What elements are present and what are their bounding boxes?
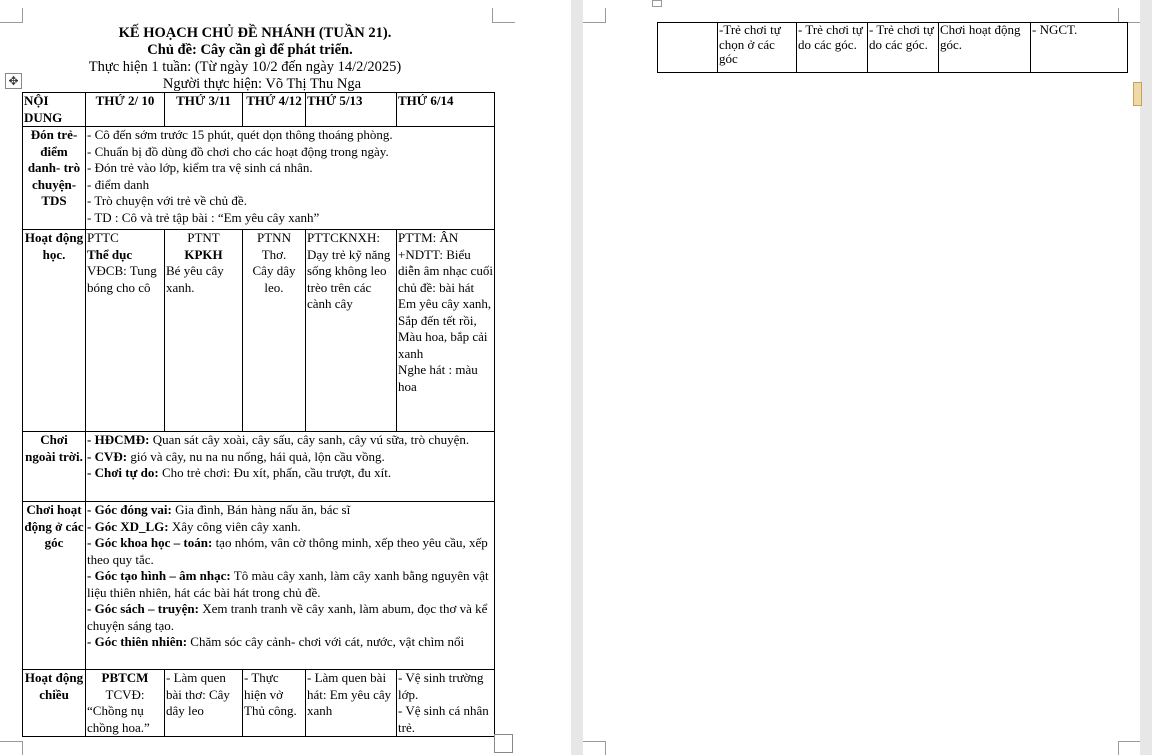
table-resize-handle[interactable] — [494, 734, 513, 753]
afternoon-wed: - Thực hiện vở Thủ công. — [243, 670, 306, 737]
plan-teacher: Người thực hiện: Võ Thị Thu Nga — [162, 76, 362, 92]
list-item: - Góc tạo hình – âm nhạc: Tô màu cây xanh, làm cây xanh bằng nguyên vật liệu thiên nhiên, hát các bài hát trong chủ đề. — [87, 568, 489, 600]
learning-fri: PTTM: ÂN +NDTT: Biểu diễn âm nhạc cuối chủ đề: bài hát Em yêu cây xanh, Sắp đến tết rồi, Màu hoa, bắp cải xanh Nghe hát : màu hoa — [397, 230, 495, 432]
table-row — [23, 670, 495, 737]
list-item: - Trò chuyện với trẻ về chủ đề. — [87, 193, 247, 208]
document-page-2 — [583, 0, 1140, 755]
list-item: - Góc XD_LG: Xây công viên cây xanh. — [87, 518, 301, 534]
continuation-cell — [658, 23, 718, 73]
list-item: - Góc khoa học – toán: tạo nhóm, vân cờ thông minh, xếp theo yêu cầu, xếp theo quy tắc. — [87, 535, 488, 567]
learning-thu: PTTCKNXH: Dạy trẻ kỹ năng sống không leo trèo trên các cành cây — [306, 230, 397, 432]
crop-mark — [492, 8, 515, 23]
column-header: THỨ 3/11 — [165, 93, 243, 127]
outdoor-content — [86, 432, 495, 502]
list-item: - Góc đóng vai: Gia đình, Bán hàng nấu ăn, bác sĩ — [87, 502, 351, 517]
list-item: - HĐCMĐ: Quan sát cây xoài, cây sấu, cây sanh, cây vú sữa, trò chuyện. — [87, 432, 470, 447]
list-item: - Chuẩn bị đồ dùng đồ chơi cho các hoạt động trong ngày. — [87, 143, 389, 159]
row-label-learning: Hoạt động học. — [23, 230, 86, 432]
list-item: - Đón trẻ vào lớp, kiểm tra vệ sinh cá nhân. — [87, 160, 313, 175]
table-header-row — [23, 93, 495, 127]
column-header: THỨ 2/ 10 — [86, 93, 165, 127]
column-header: THỨ 6/14 — [397, 93, 495, 127]
list-item: - điểm danh — [87, 176, 150, 192]
list-item: - Chơi tự do: Cho trẻ chơi: Đu xít, phấn, cầu trượt, đu xít. — [87, 465, 392, 480]
crop-mark — [583, 8, 606, 23]
row-label-welcome: Đón trẻ- điểm danh- trò chuyện- TDS — [23, 127, 86, 230]
crop-mark — [1118, 741, 1140, 755]
plan-title: KẾ HOẠCH CHỦ ĐỀ NHÁNH (TUẦN 21). — [118, 25, 392, 41]
corners-content — [86, 502, 495, 670]
welcome-content — [86, 127, 495, 230]
continuation-cell: - NGCT. — [1031, 23, 1128, 73]
crop-mark — [1118, 8, 1140, 23]
list-item: - Cô đến sớm trước 15 phút, quét dọn thông thoáng phòng. — [87, 127, 393, 142]
table-row — [23, 502, 495, 670]
table-row — [658, 23, 1128, 73]
weekly-plan-table — [22, 92, 495, 737]
document-page-1 — [0, 0, 571, 755]
comment-marker[interactable] — [1133, 82, 1142, 106]
crop-mark — [0, 8, 23, 23]
plan-duration: Thực hiện 1 tuần: (Từ ngày 10/2 đến ngày 14/2/2025) — [88, 59, 402, 75]
continuation-cell: -Trẻ chơi tự chọn ở các góc — [718, 23, 797, 73]
row-label-afternoon: Hoạt động chiều — [23, 670, 86, 737]
crop-mark — [0, 741, 23, 755]
list-item: - Góc thiên nhiên: Chăm sóc cây cảnh- chơi với cát, nước, vật chìm nổi — [87, 634, 465, 649]
continuation-cell: Chơi hoạt động góc. — [939, 23, 1031, 73]
continuation-cell: - Trẻ chơi tự do các góc. — [797, 23, 868, 73]
row-label-outdoor: Chơi ngoài trời. — [23, 432, 86, 502]
learning-wed: PTNN Thơ. Cây dây leo. — [243, 230, 306, 432]
afternoon-fri: - Vệ sinh trường lớp. - Vệ sinh cá nhân trẻ. — [397, 670, 495, 737]
continuation-table — [657, 22, 1128, 73]
column-header: THỨ 5/13 — [306, 93, 397, 127]
learning-tue: PTNT KPKH Bé yêu cây xanh. — [165, 230, 243, 432]
table-row — [23, 230, 495, 432]
ruler-marker[interactable] — [652, 0, 662, 7]
list-item: - Góc sách – truyện: Xem tranh tranh về cây xanh, làm abum, đọc thơ và kể chuyện sáng tạo. — [87, 601, 488, 633]
row-label-corners: Chơi hoạt động ở các góc — [23, 502, 86, 670]
column-header: THỨ 4/12 — [243, 93, 306, 127]
plan-theme: Chủ đề: Cây cần gì để phát triển. — [147, 42, 353, 58]
column-header: NỘI DUNG — [23, 93, 86, 127]
learning-mon: PTTC Thể dục VĐCB: Tung bóng cho cô — [86, 230, 165, 432]
afternoon-mon: PBTCM TCVĐ: “Chồng nụ chồng hoa.” — [86, 670, 165, 737]
afternoon-thu: - Làm quen bài hát: Em yêu cây xanh — [306, 670, 397, 737]
afternoon-tue: - Làm quen bài thơ: Cây dây leo — [165, 670, 243, 737]
table-row — [23, 432, 495, 502]
list-item: - CVĐ: gió và cây, nu na nu nống, hái quả, lộn cầu vồng. — [87, 448, 385, 464]
list-item: - TD : Cô và trẻ tập bài : “Em yêu cây xanh” — [87, 209, 320, 225]
move-arrows-icon[interactable]: ✥ — [5, 73, 22, 89]
crop-mark — [583, 741, 606, 755]
table-row — [23, 127, 495, 230]
continuation-cell: - Trẻ chơi tự do các góc. — [868, 23, 939, 73]
